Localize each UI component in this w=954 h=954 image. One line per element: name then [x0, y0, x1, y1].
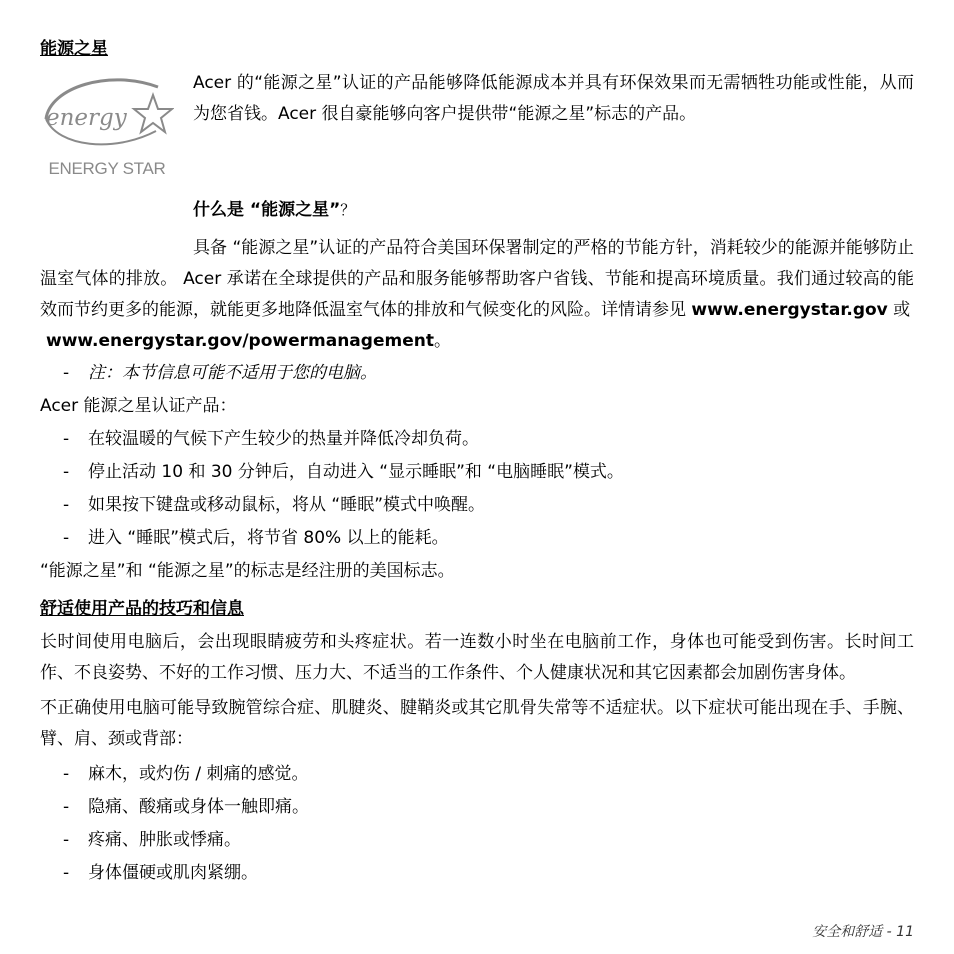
what-is-energy-star-heading — [193, 192, 914, 233]
note-item — [40, 357, 914, 390]
energy-star-logo-caption: ENERGY STAR — [48, 159, 166, 178]
page-content — [40, 34, 914, 890]
products-title: Acer 能源之星认证产品： — [40, 396, 237, 416]
powermanagement-link[interactable]: www.energystar.gov/powermanagement — [46, 331, 434, 351]
list-item — [40, 857, 914, 890]
page-footer: 安全和舒适 - 11 — [812, 924, 914, 940]
energy-star-intro-block — [40, 68, 914, 192]
dash-bullet: - — [63, 863, 70, 883]
trademark-note: “能源之星”和 “能源之星”的标志是经注册的美国标志。 — [40, 561, 455, 581]
svg-text:energy: energy — [46, 105, 127, 131]
comfort-heading: 舒适使用产品的技巧和信息 — [40, 599, 244, 619]
question-text: 什么是 “能源之星” — [193, 200, 341, 220]
feature-list — [40, 423, 914, 555]
comfort-para-1: 长时间使用电脑后，会出现眼睛疲劳和头疼症状。若一连数小时坐在电脑前工作，身体也可能受到伤害。长时间工作、不良姿势、不好的工作习惯、压力大、不适当的工作条件、个人健康状况和其它因素都会加剧伤害身体。 — [40, 632, 914, 683]
symptom-text: 身体僵硬或肌肉紧绷。 — [88, 863, 258, 883]
question-mark: ？ — [340, 201, 356, 219]
feature-text: 停止活动 10 和 30 分钟后，自动进入 “显示睡眠”和 “电脑睡眠”模式。 — [88, 462, 624, 482]
list-item — [40, 456, 914, 489]
dash-bullet: - — [63, 830, 70, 850]
symptom-text: 麻木，或灼伤 / 刺痛的感觉。 — [88, 764, 309, 784]
list-item — [40, 824, 914, 857]
dash-bullet: - — [63, 363, 70, 383]
energy-star-heading: 能源之星 — [40, 39, 108, 59]
period: 。 — [433, 331, 451, 351]
feature-text: 如果按下键盘或移动鼠标，将从 “睡眠”模式中唤醒。 — [88, 495, 486, 515]
energy-star-swoosh-icon — [40, 73, 174, 153]
dash-bullet: - — [63, 462, 70, 482]
symptom-list — [40, 758, 914, 890]
energy-star-body-text: 具备 “能源之星”认证的产品符合美国环保署制定的严格的节能方针，消耗较少的能源并能够防止温室气体的排放。 Acer 承诺在全球提供的产品和服务能够帮助客户省钱、节能和提高环境质量。我们通过较高的能效而节约更多的能源，就能更多地降低温室气体的排放和气候变化的风险。详情请参见 — [40, 238, 914, 320]
symptom-text: 疼痛、肿胀或悸痛。 — [88, 830, 241, 850]
energy-star-body — [40, 233, 914, 326]
list-item — [40, 423, 914, 456]
note-text: 注：本节信息可能不适用于您的电脑。 — [88, 363, 377, 383]
comfort-para-2: 不正确使用电脑可能导致腕管综合症、肌腱炎、腱鞘炎或其它肌骨失常等不适症状。以下症状可能出现在手、手腕、臂、肩、颈或背部： — [40, 698, 914, 749]
energy-star-intro — [193, 68, 914, 130]
list-item — [40, 522, 914, 555]
list-item — [40, 489, 914, 522]
or-text: 或 — [887, 300, 911, 320]
dash-bullet: - — [63, 797, 70, 817]
note-list — [40, 357, 914, 390]
dash-bullet: - — [63, 764, 70, 784]
dash-bullet: - — [63, 528, 70, 548]
feature-text: 进入 “睡眠”模式后，将节省 80% 以上的能耗。 — [88, 528, 449, 548]
dash-bullet: - — [63, 495, 70, 515]
list-item — [40, 791, 914, 824]
powermanagement-line — [46, 326, 914, 357]
symptom-text: 隐痛、酸痛或身体一触即痛。 — [88, 797, 309, 817]
feature-text: 在较温暖的气候下产生较少的热量并降低冷却负荷。 — [88, 429, 479, 449]
energy-star-logo — [40, 73, 174, 185]
energystar-link[interactable]: www.energystar.gov — [691, 300, 888, 320]
list-item — [40, 758, 914, 791]
dash-bullet: - — [63, 429, 70, 449]
energy-star-intro-text: Acer 的“能源之星”认证的产品能够降低能源成本并具有环保效果而无需牺牲功能或性能，从而为您省钱。Acer 很自豪能够向客户提供带“能源之星”标志的产品。 — [193, 73, 914, 124]
